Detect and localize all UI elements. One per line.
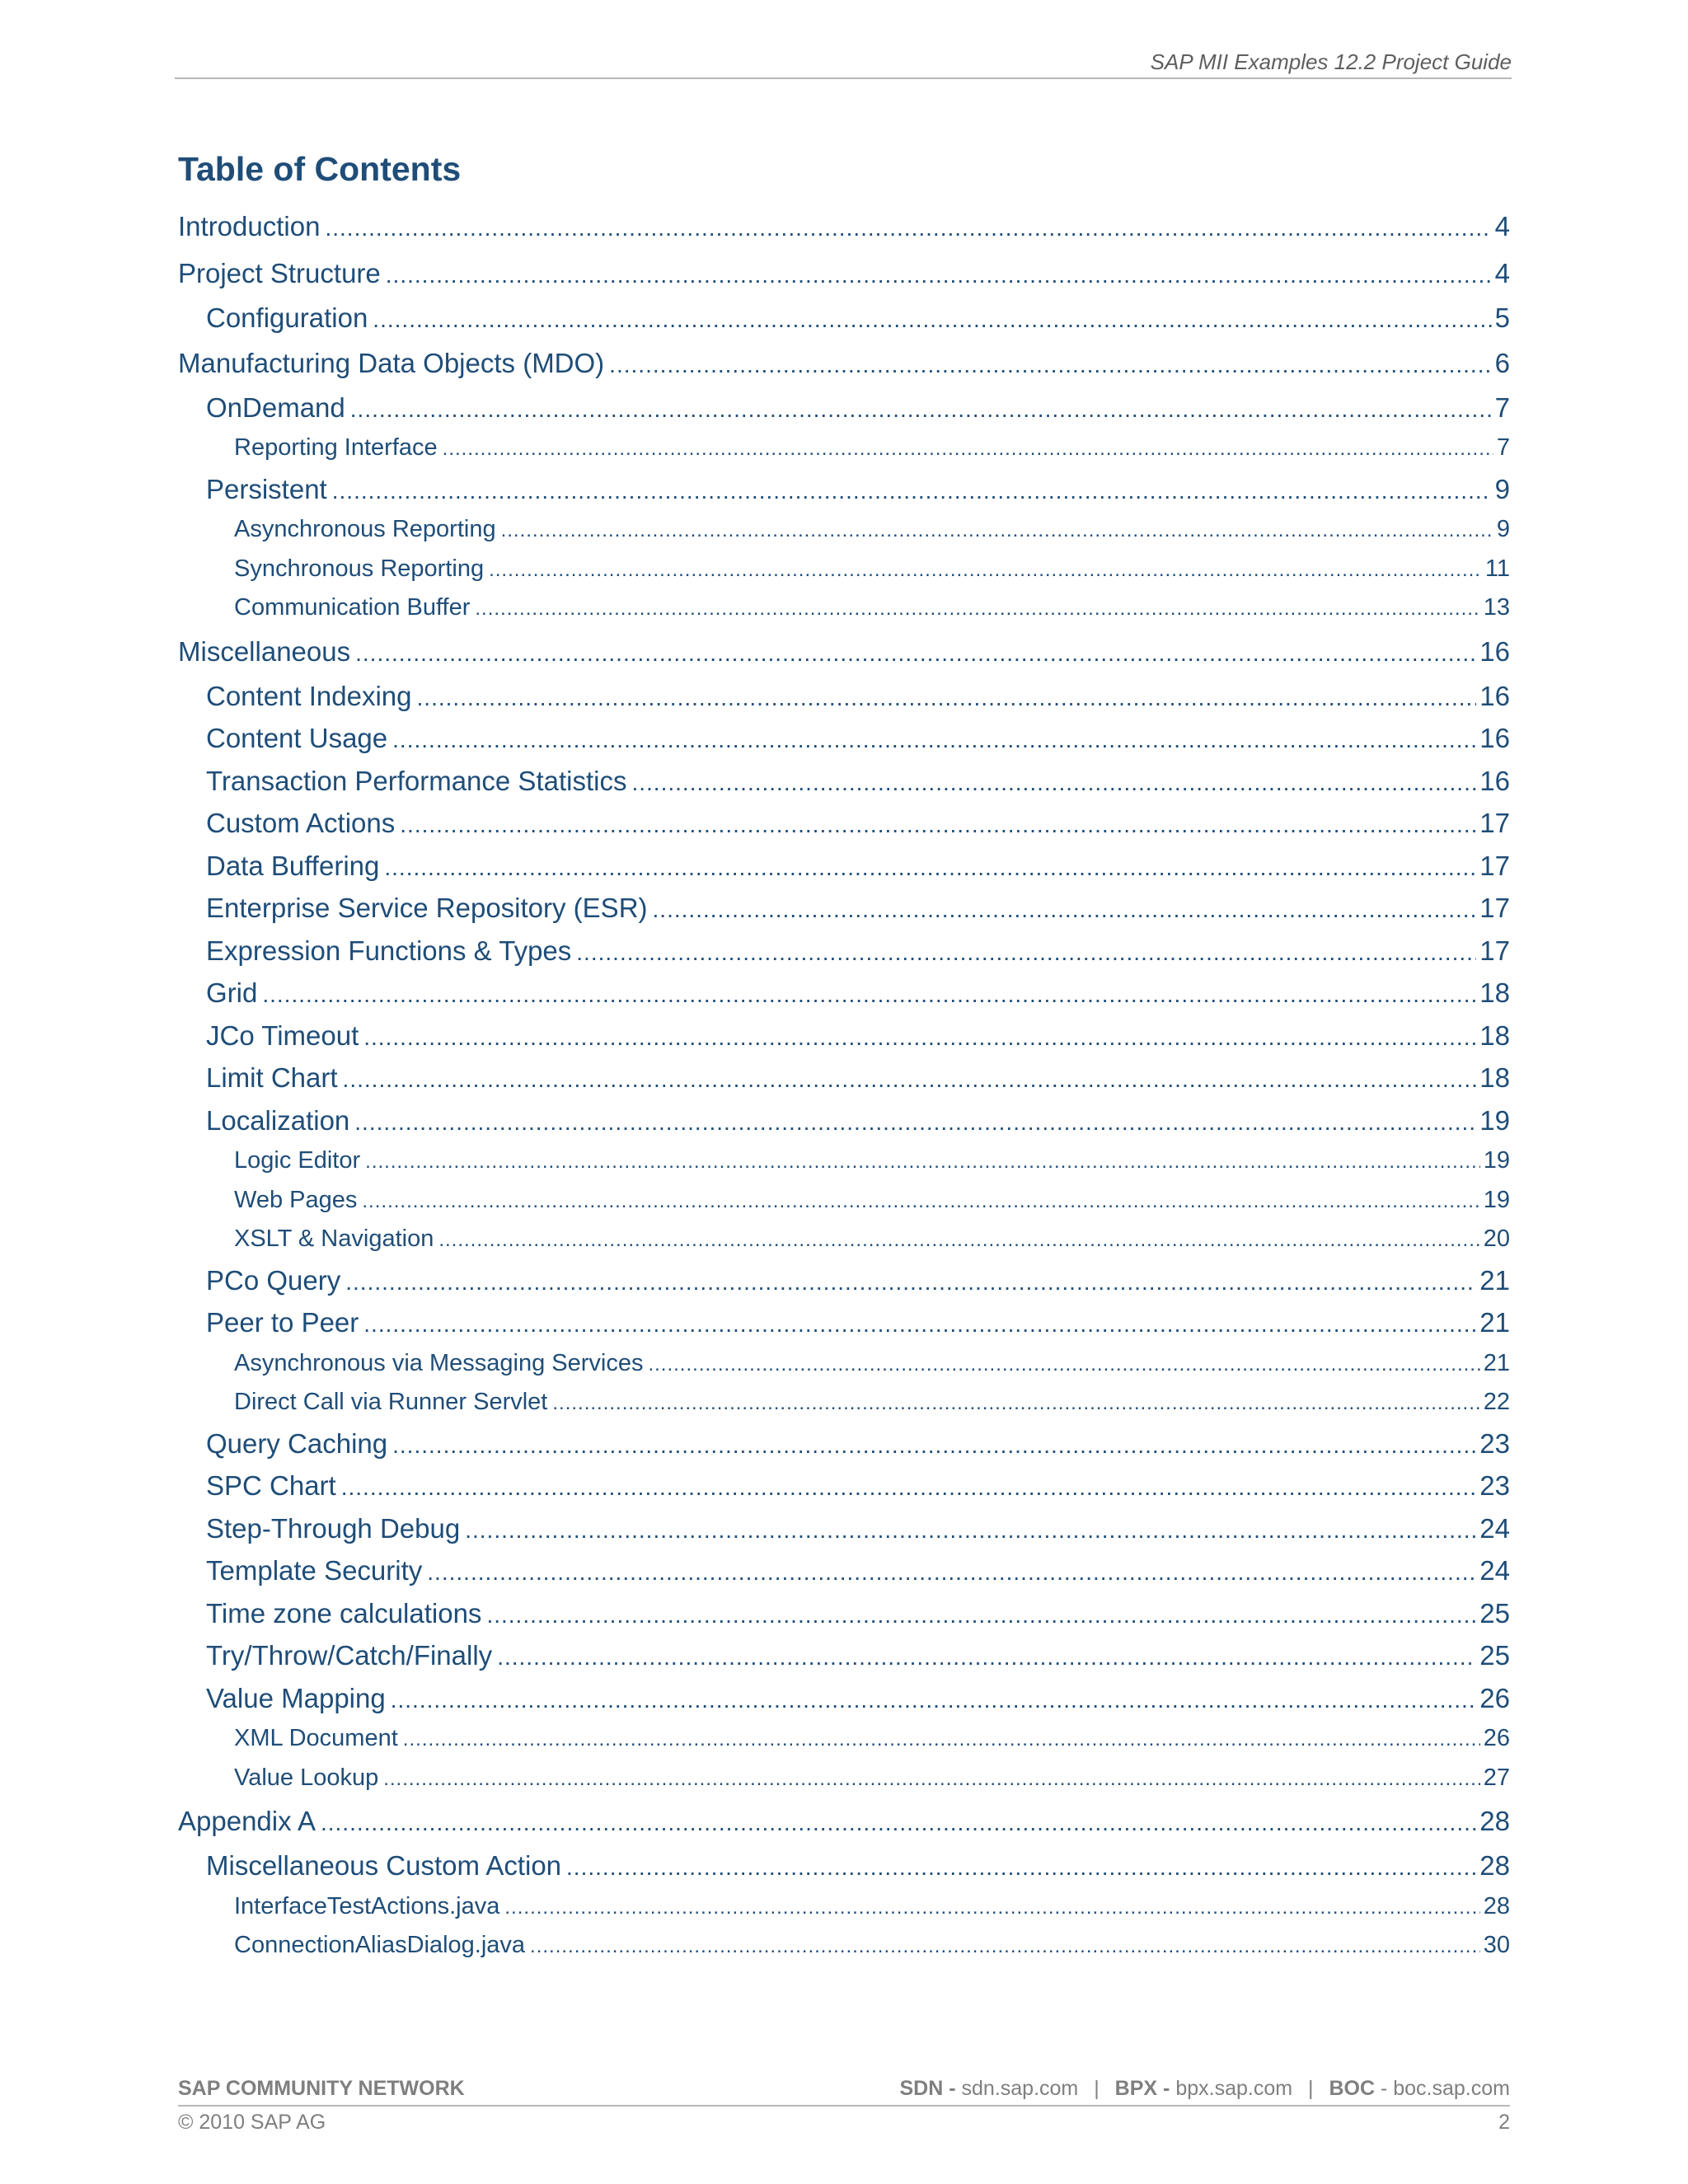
toc-entry-label: Content Indexing bbox=[206, 680, 412, 711]
toc-entry[interactable] bbox=[178, 717, 1510, 760]
page-footer bbox=[178, 2075, 1510, 2136]
toc-leader-dots bbox=[386, 251, 1492, 297]
footer-link-abbr: BPX bbox=[1114, 2077, 1158, 2100]
toc-entry[interactable] bbox=[178, 1099, 1510, 1142]
toc-entry-label: Enterprise Service Repository (ESR) bbox=[206, 893, 648, 923]
toc-leader-dots bbox=[653, 888, 1477, 930]
toc-entry-page: 21 bbox=[1479, 1307, 1510, 1338]
toc-entry[interactable] bbox=[178, 628, 1510, 675]
toc-entry-page: 28 bbox=[1479, 1850, 1510, 1881]
toc-heading: Table of Contents bbox=[178, 150, 462, 188]
toc-entry-label: InterfaceTestActions.java bbox=[234, 1892, 500, 1919]
toc-entry-label: Time zone calculations bbox=[206, 1597, 482, 1629]
toc-entry-page: 16 bbox=[1479, 680, 1510, 711]
toc-entry-page: 19 bbox=[1483, 1147, 1510, 1174]
toc-entry[interactable] bbox=[178, 887, 1510, 930]
toc-entry[interactable] bbox=[178, 550, 1510, 589]
toc-entry-page: 17 bbox=[1479, 893, 1510, 923]
toc-entry-page: 27 bbox=[1483, 1764, 1510, 1791]
toc-entry-page: 23 bbox=[1479, 1427, 1510, 1459]
toc-entry-label: XML Document bbox=[234, 1725, 398, 1751]
toc-entry[interactable] bbox=[178, 1057, 1510, 1099]
toc-entry[interactable] bbox=[178, 845, 1510, 888]
toc-entry-page: 9 bbox=[1494, 473, 1510, 504]
toc-entry-label: Peer to Peer bbox=[206, 1307, 359, 1338]
toc-leader-dots bbox=[262, 973, 1476, 1015]
toc-entry-page: 24 bbox=[1479, 1555, 1510, 1586]
toc-entry[interactable] bbox=[178, 1677, 1510, 1720]
toc-entry-page: 22 bbox=[1483, 1389, 1510, 1415]
toc-entry-page: 19 bbox=[1483, 1186, 1510, 1213]
toc-entry-page: 7 bbox=[1496, 434, 1510, 461]
toc-leader-dots bbox=[486, 1594, 1476, 1635]
toc-entry-page: 19 bbox=[1479, 1104, 1510, 1136]
toc-entry[interactable] bbox=[178, 1181, 1510, 1221]
toc-leader-dots bbox=[343, 1058, 1477, 1099]
toc-leader-dots bbox=[354, 1101, 1476, 1142]
document-title: SAP MII Examples 12.2 Project Guide bbox=[1150, 49, 1512, 74]
toc-entry[interactable] bbox=[178, 1797, 1510, 1844]
toc-entry-page: 28 bbox=[1479, 1806, 1510, 1836]
toc-entry-page: 18 bbox=[1479, 977, 1510, 1008]
toc-entry[interactable] bbox=[178, 1141, 1510, 1181]
page-header bbox=[175, 49, 1512, 79]
footer-link-abbr: SDN bbox=[899, 2077, 944, 2100]
toc-leader-dots bbox=[400, 804, 1476, 845]
toc-entry-label: Logic Editor bbox=[234, 1147, 361, 1174]
toc-entry-page: 28 bbox=[1483, 1892, 1510, 1919]
toc-leader-dots bbox=[530, 1927, 1480, 1966]
toc-entry-label: Asynchronous Reporting bbox=[234, 516, 496, 542]
toc-entry-label: Data Buffering bbox=[206, 850, 380, 881]
toc-entry-label: Transaction Performance Statistics bbox=[206, 765, 627, 796]
toc-entry[interactable] bbox=[178, 930, 1510, 972]
toc-leader-dots bbox=[504, 1888, 1479, 1927]
toc-leader-dots bbox=[392, 1424, 1476, 1465]
toc-entry[interactable] bbox=[178, 1220, 1510, 1259]
toc-entry-page: 25 bbox=[1479, 1597, 1510, 1629]
toc-entry-page: 16 bbox=[1479, 723, 1510, 753]
toc-entry-page: 6 bbox=[1494, 347, 1510, 378]
toc-leader-dots bbox=[609, 341, 1491, 387]
toc-leader-dots bbox=[325, 204, 1491, 250]
toc-leader-dots bbox=[501, 511, 1493, 550]
toc-entry-page: 17 bbox=[1479, 850, 1510, 881]
toc-entry-label: Manufacturing Data Objects (MDO) bbox=[178, 347, 605, 378]
toc-entry-page: 26 bbox=[1479, 1682, 1510, 1713]
toc-entry-label: Limit Chart bbox=[206, 1062, 338, 1093]
footer-link-url[interactable]: sdn.sap.com bbox=[961, 2077, 1079, 2100]
toc-leader-dots bbox=[552, 1384, 1479, 1422]
toc-entry-page: 4 bbox=[1494, 211, 1510, 241]
toc-entry-label: Project Structure bbox=[178, 258, 381, 288]
toc-entry-page: 23 bbox=[1479, 1470, 1510, 1501]
toc-entry[interactable] bbox=[178, 1344, 1510, 1384]
toc-entry[interactable] bbox=[178, 1259, 1510, 1302]
toc-entry-label: Custom Actions bbox=[206, 808, 396, 838]
page-number: 2 bbox=[1498, 2111, 1510, 2134]
toc-leader-dots bbox=[576, 931, 1476, 972]
toc-leader-dots bbox=[631, 762, 1476, 803]
toc-entry[interactable] bbox=[178, 1926, 1510, 1966]
toc-entry[interactable] bbox=[178, 387, 1510, 429]
toc-leader-dots bbox=[321, 1799, 1476, 1844]
toc-entry[interactable] bbox=[178, 1383, 1510, 1422]
toc-leader-dots bbox=[489, 551, 1482, 589]
toc-entry-page: 21 bbox=[1479, 1264, 1510, 1296]
toc-entry-page: 17 bbox=[1479, 808, 1510, 838]
toc-entry[interactable] bbox=[178, 1507, 1510, 1550]
toc-leader-dots bbox=[566, 1846, 1476, 1887]
toc-entry-label: Content Usage bbox=[206, 723, 388, 753]
toc-leader-dots bbox=[350, 388, 1492, 429]
toc-leader-dots bbox=[332, 470, 1492, 511]
toc-entry-page: 17 bbox=[1479, 935, 1510, 966]
toc-entry[interactable] bbox=[178, 760, 1510, 803]
toc-leader-dots bbox=[373, 298, 1491, 340]
toc-entry-label: Value Mapping bbox=[206, 1682, 386, 1713]
toc-entry[interactable] bbox=[178, 675, 1510, 718]
toc-entry[interactable] bbox=[178, 1844, 1510, 1887]
toc-entry-label: Communication Buffer bbox=[234, 594, 471, 621]
toc-leader-dots bbox=[341, 1466, 1477, 1507]
toc-entry-page: 26 bbox=[1483, 1725, 1510, 1751]
toc-entry-label: Persistent bbox=[206, 473, 327, 504]
toc-leader-dots bbox=[363, 1303, 1476, 1344]
toc-entry-label: SPC Chart bbox=[206, 1470, 336, 1501]
toc-entry-page: 18 bbox=[1479, 1062, 1510, 1093]
toc-entry-label: OnDemand bbox=[206, 391, 345, 423]
toc-entry-label: Web Pages bbox=[234, 1186, 358, 1213]
toc-leader-dots bbox=[383, 1760, 1480, 1798]
toc-entry-label: Localization bbox=[206, 1104, 350, 1136]
toc-leader-dots bbox=[427, 1551, 1476, 1592]
toc-entry-label: Query Caching bbox=[206, 1427, 388, 1459]
toc-leader-dots bbox=[648, 1345, 1479, 1384]
toc-entry-label: JCo Timeout bbox=[206, 1019, 359, 1051]
toc-entry[interactable] bbox=[178, 972, 1510, 1015]
toc-entry-page: 7 bbox=[1494, 391, 1510, 423]
toc-entry-label: Appendix A bbox=[178, 1806, 316, 1836]
toc-leader-dots bbox=[362, 1182, 1479, 1221]
footer-link-abbr: BOC bbox=[1329, 2077, 1376, 2100]
toc-entry-label: Reporting Interface bbox=[234, 434, 438, 461]
toc-entry-label: Direct Call via Runner Servlet bbox=[234, 1389, 548, 1415]
toc-leader-dots bbox=[392, 719, 1476, 760]
toc-entry[interactable] bbox=[178, 802, 1510, 845]
toc-entry-label: Introduction bbox=[178, 211, 321, 241]
toc-entry-page: 5 bbox=[1494, 302, 1510, 333]
toc-entry-label: XSLT & Navigation bbox=[234, 1226, 434, 1252]
toc-entry-label: Expression Functions & Types bbox=[206, 935, 572, 966]
toc-entry-page: 25 bbox=[1479, 1640, 1510, 1671]
toc-entry[interactable] bbox=[178, 297, 1510, 340]
toc-entry[interactable] bbox=[178, 1719, 1510, 1759]
toc-entry[interactable] bbox=[178, 588, 1510, 628]
toc-entry-label: Grid bbox=[206, 977, 258, 1008]
toc-leader-dots bbox=[443, 429, 1493, 468]
toc-entry-page: 13 bbox=[1483, 594, 1510, 621]
toc-entry[interactable] bbox=[178, 1887, 1510, 1927]
toc-leader-dots bbox=[391, 1679, 1477, 1720]
toc-entry-label: Configuration bbox=[206, 302, 368, 333]
toc-leader-dots bbox=[417, 677, 1477, 718]
table-of-contents bbox=[178, 203, 1510, 1966]
toc-entry-label: PCo Query bbox=[206, 1264, 341, 1296]
toc-entry-page: 20 bbox=[1483, 1226, 1510, 1252]
toc-entry-label: Template Security bbox=[206, 1555, 423, 1586]
toc-entry-label: Miscellaneous bbox=[178, 635, 351, 667]
toc-entry[interactable] bbox=[178, 250, 1510, 297]
toc-entry[interactable] bbox=[178, 1759, 1510, 1798]
toc-entry-label: Step-Through Debug bbox=[206, 1512, 461, 1544]
footer-links: SDN - sdn.sap.com | BPX - bpx.sap.com | BOC - boc.sap.com bbox=[899, 2077, 1510, 2100]
toc-entry-label: Asynchronous via Messaging Services bbox=[234, 1349, 644, 1376]
toc-entry[interactable] bbox=[178, 1015, 1510, 1057]
footer-link-url[interactable]: bpx.sap.com bbox=[1175, 2077, 1293, 2100]
toc-entry-page: 16 bbox=[1479, 765, 1510, 796]
toc-leader-dots bbox=[465, 1509, 1476, 1550]
toc-entry[interactable] bbox=[178, 1592, 1510, 1635]
toc-entry-label: ConnectionAliasDialog.java bbox=[234, 1932, 526, 1958]
toc-entry-label: Miscellaneous Custom Action bbox=[206, 1850, 562, 1881]
toc-entry-page: 4 bbox=[1494, 258, 1510, 288]
toc-entry-label: Synchronous Reporting bbox=[234, 555, 485, 582]
toc-leader-dots bbox=[345, 1261, 1476, 1302]
toc-leader-dots bbox=[438, 1221, 1479, 1259]
toc-entry[interactable] bbox=[178, 510, 1510, 550]
toc-leader-dots bbox=[384, 846, 1476, 888]
toc-entry[interactable] bbox=[178, 340, 1510, 387]
toc-entry-page: 24 bbox=[1479, 1512, 1510, 1544]
toc-entry[interactable] bbox=[178, 468, 1510, 511]
toc-entry[interactable] bbox=[178, 1549, 1510, 1592]
toc-leader-dots bbox=[363, 1016, 1476, 1057]
toc-leader-dots bbox=[475, 589, 1479, 628]
copyright: © 2010 SAP AG bbox=[178, 2111, 326, 2134]
footer-network-name: SAP COMMUNITY NETWORK bbox=[178, 2077, 465, 2100]
toc-entry[interactable] bbox=[178, 1465, 1510, 1507]
toc-leader-dots bbox=[497, 1636, 1476, 1677]
toc-entry-page: 21 bbox=[1483, 1349, 1510, 1376]
toc-entry[interactable] bbox=[178, 1301, 1510, 1344]
toc-entry[interactable] bbox=[178, 203, 1510, 250]
toc-entry-page: 11 bbox=[1484, 555, 1510, 582]
toc-entry-page: 30 bbox=[1483, 1932, 1510, 1958]
toc-entry[interactable] bbox=[178, 1634, 1510, 1677]
toc-entry[interactable] bbox=[178, 429, 1510, 468]
toc-leader-dots bbox=[365, 1142, 1480, 1181]
toc-leader-dots bbox=[355, 630, 1476, 675]
toc-entry-page: 18 bbox=[1479, 1019, 1510, 1051]
toc-entry-label: Value Lookup bbox=[234, 1764, 379, 1791]
toc-entry-label: Try/Throw/Catch/Finally bbox=[206, 1640, 493, 1671]
toc-leader-dots bbox=[403, 1720, 1480, 1759]
toc-entry[interactable] bbox=[178, 1422, 1510, 1465]
toc-entry-page: 9 bbox=[1496, 516, 1510, 542]
toc-entry-page: 16 bbox=[1479, 635, 1510, 667]
footer-link-url[interactable]: boc.sap.com bbox=[1393, 2077, 1510, 2100]
